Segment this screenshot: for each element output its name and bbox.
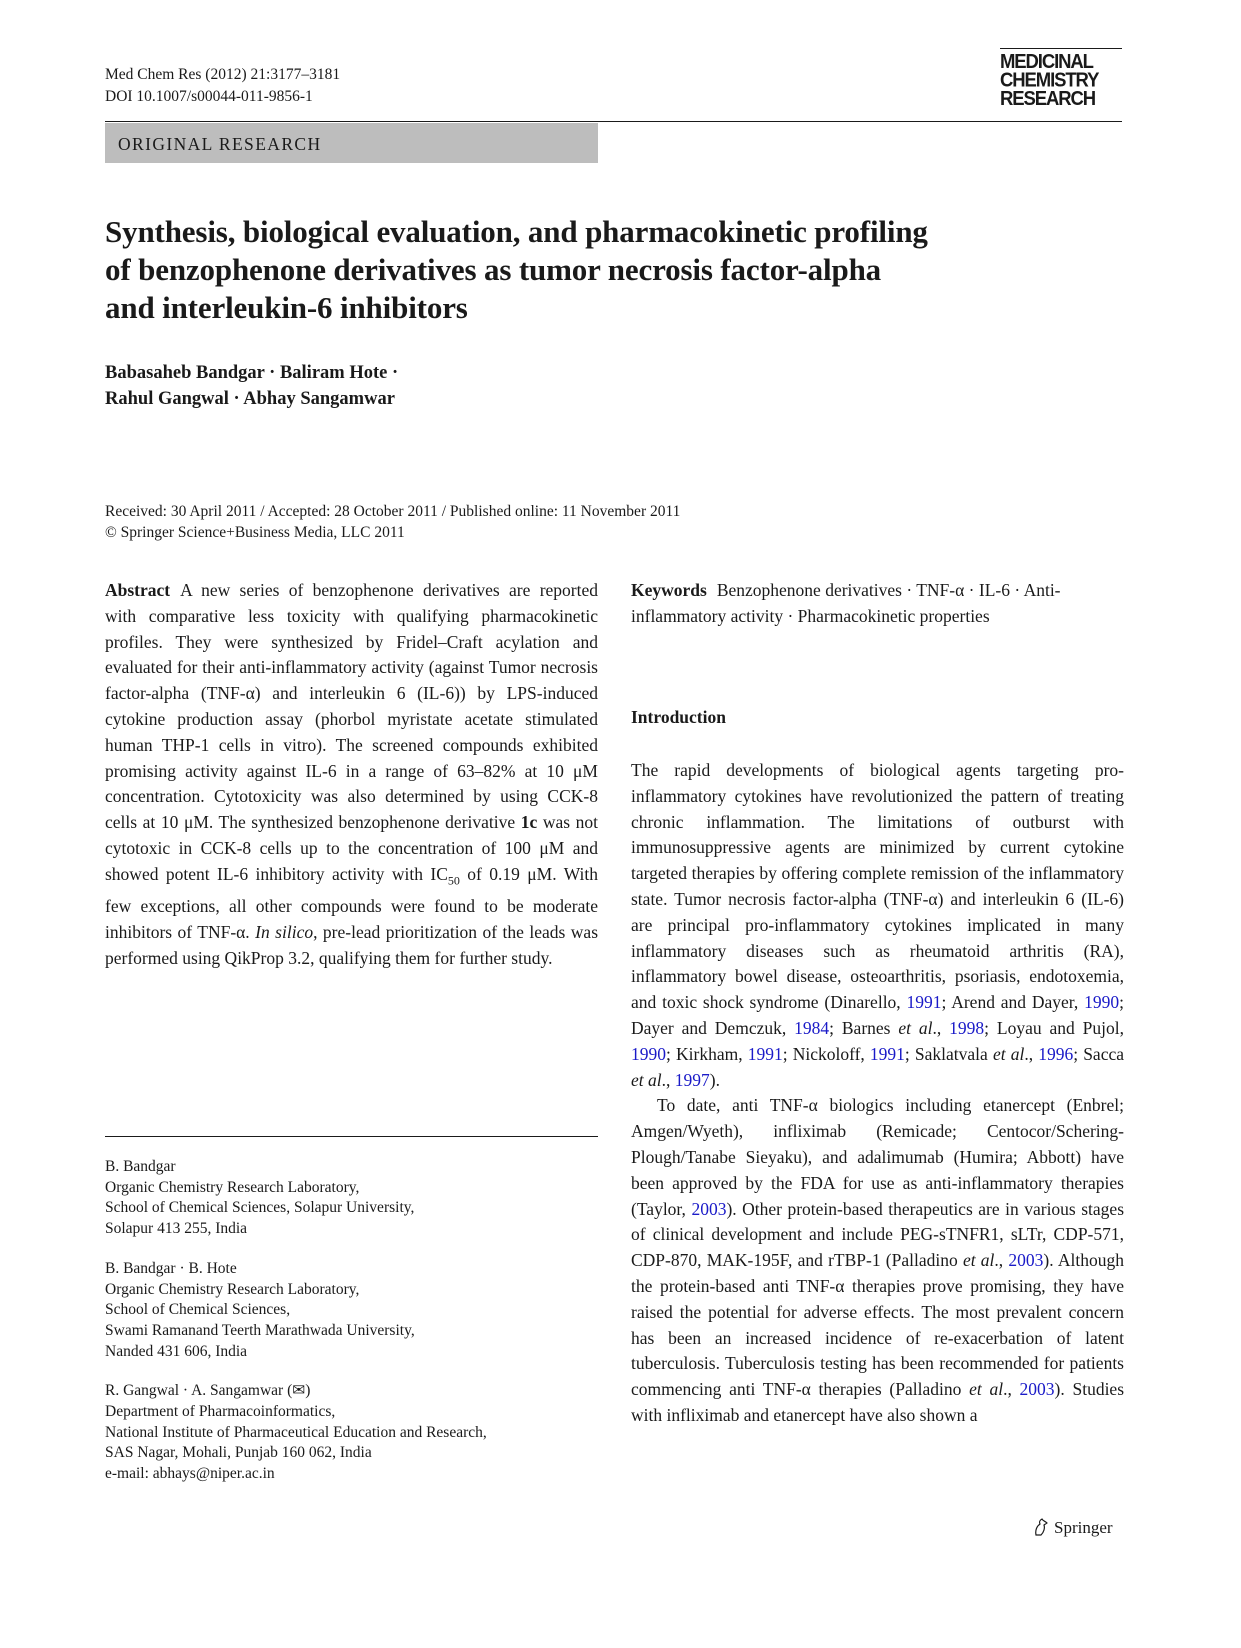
citation-year-link[interactable]: 1997 bbox=[674, 1069, 710, 1090]
keywords-paragraph bbox=[631, 578, 1124, 630]
et-al-text: et al bbox=[962, 1250, 995, 1271]
intro-paragraph-1 bbox=[631, 758, 1124, 1093]
intro-text: ). Although the protein-based anti TNF-α therapies prove promising, they have raised the potential for adverse effects. The most prevalent concern has been an increased incidence of re-exacerbation of latent tuberculosis. Tuberculosis testing has been recommended for patients commencing anti TNF-α therapies (Palladino bbox=[631, 1250, 1124, 1400]
intro-text: ., bbox=[932, 1017, 950, 1038]
publisher-name: Springer bbox=[1054, 1518, 1113, 1537]
publication-dates bbox=[105, 501, 680, 543]
abstract-text-1: A new series of benzophenone derivatives are reported with comparative less toxicity with qualifying pharmacokinetic profiles. They were synthesized by Fridel–Craft acylation and evaluated for their anti-inflammatory activity (against Tumor necrosis factor-alpha (TNF-α) and interleukin 6 (IL-6)) by LPS-induced cytokine production assay (phorbol myristate acetate stimulated human THP-1 cells in vitro). The screened compounds exhibited promising activity against IL-6 in a range of 63–82% at 10 μM concentration. Cytotoxicity was also determined by using CCK-8 cells at 10 μM. The synthesized benzophenone derivative bbox=[105, 580, 598, 833]
intro-text: ; Barnes bbox=[829, 1017, 899, 1038]
affiliation-line: B. Bandgar bbox=[105, 1158, 176, 1175]
citation-year-link[interactable]: 1984 bbox=[794, 1017, 830, 1038]
citation-year-link[interactable]: 2003 bbox=[691, 1198, 727, 1219]
affiliation-block bbox=[105, 1381, 487, 1485]
intro-text: ., bbox=[661, 1069, 675, 1090]
history-dates: Received: 30 April 2011 / Accepted: 28 October 2011 / Published online: 11 November 2011 bbox=[105, 503, 681, 520]
affiliation-line: R. Gangwal · A. Sangamwar (✉) bbox=[105, 1382, 311, 1400]
journal-citation: Med Chem Res (2012) 21:3177–3181 bbox=[105, 66, 341, 83]
affiliation-line: SAS Nagar, Mohali, Punjab 160 062, India bbox=[105, 1444, 372, 1462]
citation-year-link[interactable]: 1996 bbox=[1038, 1043, 1074, 1064]
affiliation-line: B. Bandgar · B. Hote bbox=[105, 1259, 237, 1277]
springer-horse-icon bbox=[1032, 1517, 1050, 1537]
et-al-text: et al bbox=[992, 1043, 1025, 1064]
affiliation-block bbox=[105, 1259, 487, 1363]
intro-text: ). Other protein-based therapeutics are in various stages of clinical development and include PEG-sTNFR1, sLTr, CDP-571, CDP-870, MAK-195F, and rTBP-1 (Palladino bbox=[631, 1198, 1125, 1271]
affiliation-line: Organic Chemistry Research Laboratory, bbox=[105, 1280, 360, 1298]
intro-text: ; Dayer and Demczuk, bbox=[631, 992, 1124, 1038]
et-al-text: et al bbox=[898, 1017, 933, 1038]
abstract-label: Abstract bbox=[105, 580, 171, 600]
citation-year-link[interactable]: 1991 bbox=[747, 1043, 783, 1064]
affiliation-line: School of Chemical Sciences, bbox=[105, 1301, 291, 1319]
title-line: Synthesis, biological evaluation, and pharmacokinetic profiling bbox=[105, 214, 928, 249]
copyright: © Springer Science+Business Media, LLC 2011 bbox=[105, 524, 405, 541]
intro-text: ., bbox=[994, 1250, 1009, 1271]
affiliation-line: School of Chemical Sciences, Solapur University, bbox=[105, 1199, 415, 1217]
in-silico: In silico bbox=[255, 921, 314, 942]
publisher-logo bbox=[1032, 1517, 1113, 1538]
intro-text: ., bbox=[1003, 1379, 1020, 1400]
article-title bbox=[105, 213, 1105, 327]
affiliation-line: e-mail: abhays@niper.ac.in bbox=[105, 1465, 275, 1483]
section-band bbox=[105, 123, 598, 163]
journal-masthead bbox=[1000, 49, 1125, 110]
intro-text: The rapid developments of biological agents targeting pro-inflammatory cytokines have revolutionized the pattern of treating chronic inflammation. The limitations of outburst with immunosuppressive agents are minimized by current cytokine targeted therapies by offering complete remission of the inflammatory state. Tumor necrosis factor-alpha (TNF-α) and interleukin 6 (IL-6) are principal pro-inflammatory cytokines implicated in many inflammatory diseases such as rheumatoid arthritis (RA), inflammatory bowel disease, osteoarthritis, psoriasis, endotoxemia, and toxic shock syndrome (Dinarello, bbox=[631, 760, 1124, 1013]
keywords-text: Benzophenone derivatives · TNF-α · IL-6 · Anti-inflammatory activity · Pharmacokinetic properties bbox=[631, 580, 1061, 626]
intro-text: ; Arend and Dayer, bbox=[941, 992, 1085, 1013]
keywords-label: Keywords bbox=[631, 580, 707, 600]
et-al-text: et al bbox=[631, 1069, 662, 1090]
affiliation-rule bbox=[105, 1136, 598, 1137]
introduction-body bbox=[631, 758, 1124, 1429]
keywords bbox=[631, 578, 1124, 630]
abstract-text-3: of 0.19 μM. With few exceptions, all other compounds were found to be moderate inhibitors of TNF-α. bbox=[105, 863, 598, 942]
author-list bbox=[105, 360, 398, 412]
citation-year-link[interactable]: 1990 bbox=[1084, 992, 1120, 1013]
title-line: and interleukin-6 inhibitors bbox=[105, 290, 468, 325]
introduction-heading: Introduction bbox=[631, 707, 726, 727]
affiliations bbox=[105, 1157, 487, 1505]
masthead-line: RESEARCH bbox=[1000, 86, 1096, 110]
title-line: of benzophenone derivatives as tumor necrosis factor-alpha bbox=[105, 252, 882, 287]
affiliation-line: Nanded 431 606, India bbox=[105, 1342, 248, 1360]
citation-year-link[interactable]: 1998 bbox=[949, 1017, 985, 1038]
abstract-paragraph bbox=[105, 578, 598, 971]
doi: DOI 10.1007/s00044-011-9856-1 bbox=[105, 88, 313, 105]
abstract-text-4: , pre-lead prioritization of the leads was performed using QikProp 3.2, qualifying them for further study. bbox=[105, 921, 598, 968]
affiliation-block bbox=[105, 1157, 487, 1240]
intro-text: ; Kirkham, bbox=[666, 1043, 748, 1064]
et-al-text: et al bbox=[969, 1379, 1004, 1400]
intro-text: ; Saklatvala bbox=[904, 1043, 993, 1064]
masthead-line: MEDICINAL bbox=[1000, 49, 1093, 73]
section-label: ORIGINAL RESEARCH bbox=[118, 134, 322, 154]
citation-year-link[interactable]: 1991 bbox=[906, 992, 942, 1013]
affiliation-line: Department of Pharmacoinformatics, bbox=[105, 1403, 336, 1421]
citation-year-link[interactable]: 1990 bbox=[631, 1043, 666, 1064]
affiliation-line: Organic Chemistry Research Laboratory, bbox=[105, 1178, 360, 1196]
compound-id: 1c bbox=[520, 812, 538, 833]
ic50-subscript: 50 bbox=[447, 873, 460, 888]
abstract bbox=[105, 578, 598, 971]
affiliation-line: Swami Ramanand Teerth Marathwada University, bbox=[105, 1321, 415, 1339]
affiliation-container bbox=[105, 1157, 487, 1485]
intro-text: To date, anti TNF-α biologics including etanercept (Enbrel; Amgen/Wyeth), infliximab (Remicade; Centocor/Schering-Plough/Tanabe Sieyaku), and adalimumab (Humira; Abbott) have been approved by the FDA for use as anti-inflammatory therapies (Taylor, bbox=[631, 1095, 1124, 1219]
author-line: Babasaheb Bandgar · Baliram Hote · bbox=[105, 363, 399, 383]
intro-text: ., bbox=[1024, 1043, 1039, 1064]
author-line: Rahul Gangwal · Abhay Sangamwar bbox=[105, 389, 395, 409]
abstract-text-2: was not cytotoxic in CCK-8 cells up to the concentration of 100 μM and showed potent IL-6 inhibitory activity with IC bbox=[105, 812, 599, 884]
affiliation-line: Solapur 413 255, India bbox=[105, 1220, 248, 1238]
affiliation-line: National Institute of Pharmaceutical Education and Research, bbox=[105, 1423, 487, 1441]
intro-text: ; Sacca bbox=[1073, 1043, 1124, 1064]
header-rule bbox=[105, 121, 1122, 122]
intro-text: ; Loyau and Pujol, bbox=[984, 1017, 1124, 1038]
citation-year-link[interactable]: 2003 bbox=[1019, 1379, 1055, 1400]
citation-year-link[interactable]: 1991 bbox=[869, 1043, 905, 1064]
intro-text: ). Studies with infliximab and etanercept have also shown a bbox=[631, 1379, 1125, 1425]
journal-reference bbox=[105, 64, 340, 108]
intro-paragraph-2 bbox=[631, 1093, 1124, 1428]
intro-text: ; Nickoloff, bbox=[782, 1043, 870, 1064]
intro-text: ). bbox=[709, 1069, 720, 1090]
masthead-line: CHEMISTRY bbox=[1000, 68, 1099, 91]
citation-year-link[interactable]: 2003 bbox=[1008, 1250, 1044, 1271]
